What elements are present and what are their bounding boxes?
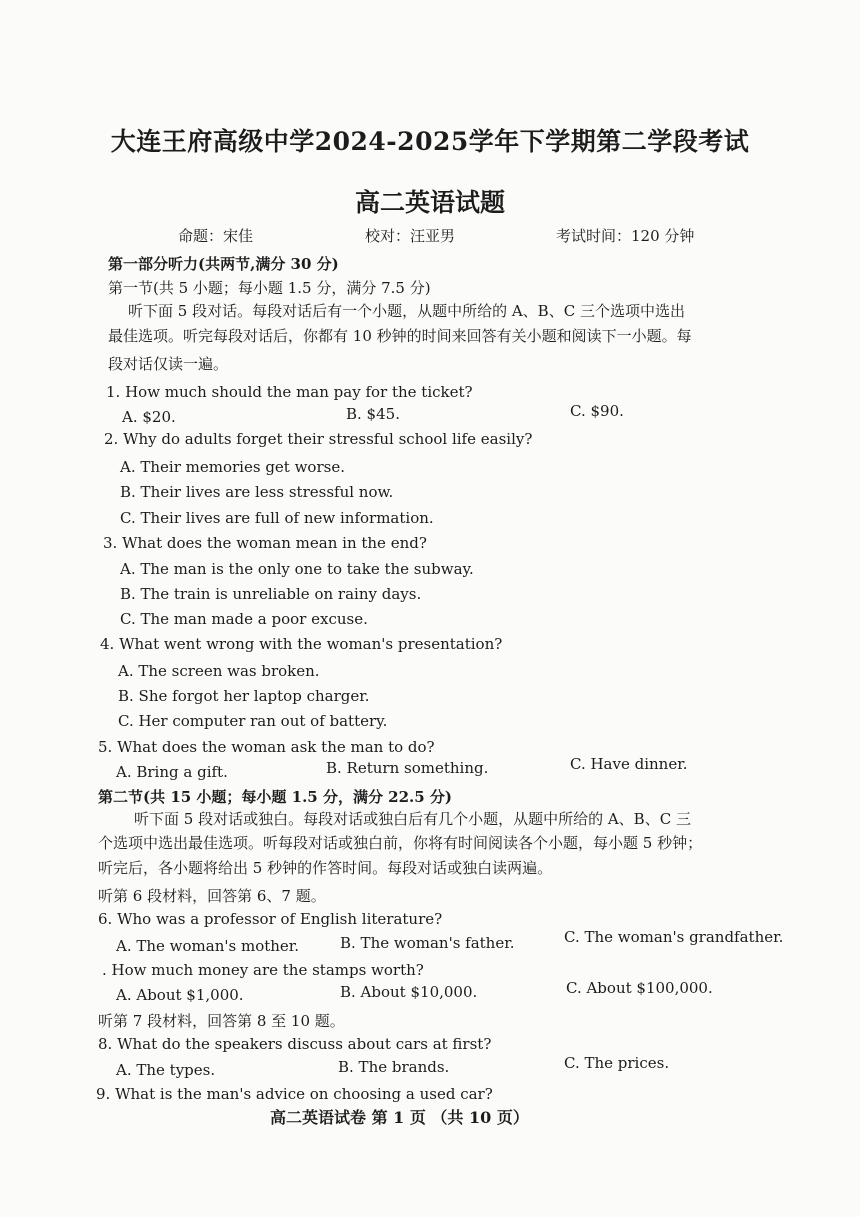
q6-option-a: A. The woman's mother.: [116, 937, 300, 955]
question-8: 8. What do the speakers discuss about cars at first?: [98, 1035, 492, 1053]
section1-instruction: 听下面 5 段对话。每段对话后有一个小题，从题中所给的 A、B、C 三个选项中选出: [128, 302, 685, 320]
q8-option-a: A. The types.: [116, 1061, 216, 1079]
question-7: . How much money are the stamps worth?: [102, 961, 424, 979]
section1-heading: 第一节(共 5 小题；每小题 1.5 分，满分 7.5 分): [108, 279, 431, 297]
q7-option-c: C. About $100,000.: [566, 979, 713, 997]
material-6-label: 听第 6 段材料，回答第 6、7 题。: [98, 887, 326, 905]
q4-option-c: C. Her computer ran out of battery.: [118, 712, 388, 730]
q4-option-a: A. The screen was broken.: [118, 662, 320, 680]
question-3: 3. What does the woman mean in the end?: [103, 534, 427, 552]
proofreader-label: 校对：汪亚男: [365, 227, 456, 245]
page-subtitle: 高二英语试题: [354, 188, 505, 217]
q7-option-a: A. About $1,000.: [116, 986, 244, 1004]
q3-option-a: A. The man is the only one to take the subway.: [120, 560, 474, 578]
q8-option-c: C. The prices.: [564, 1054, 670, 1072]
q5-option-a: A. Bring a gift.: [116, 763, 228, 781]
q3-option-c: C. The man made a poor excuse.: [120, 610, 368, 628]
q6-option-c: C. The woman's grandfather.: [564, 928, 784, 946]
section2-instruction: 听下面 5 段对话或独白。每段对话或独白后有几个小题，从题中所给的 A、B、C 三: [134, 810, 691, 828]
section1-instruction: 最佳选项。听完每段对话后，你都有 10 秒钟的时间来回答有关小题和阅读下一小题。每: [108, 327, 692, 345]
q6-option-b: B. The woman's father.: [340, 934, 515, 952]
question-5: 5. What does the woman ask the man to do?: [98, 738, 435, 756]
question-9: 9. What is the man's advice on choosing a used car?: [96, 1085, 493, 1103]
q2-option-c: C. Their lives are full of new information.: [120, 509, 434, 527]
section2-heading: 第二节(共 15 小题；每小题 1.5 分，满分 22.5 分): [98, 788, 453, 806]
q1-option-a: A. $20.: [122, 408, 176, 426]
part1-heading: 第一部分听力(共两节,满分 30 分): [108, 255, 339, 273]
q3-option-b: B. The train is unreliable on rainy days.: [120, 585, 422, 603]
question-2: 2. Why do adults forget their stressful school life easily?: [104, 430, 533, 448]
section2-instruction: 个选项中选出最佳选项。听每段对话或独白前，你将有时间阅读各个小题，每小题 5 秒钟；: [98, 834, 703, 852]
section1-instruction: 段对话仅读一遍。: [108, 355, 229, 373]
q7-option-b: B. About $10,000.: [340, 983, 478, 1001]
question-4: 4. What went wrong with the woman's presentation?: [100, 635, 503, 653]
author-label: 命题：宋佳: [178, 227, 254, 245]
q2-option-a: A. Their memories get worse.: [120, 458, 345, 476]
question-6: 6. Who was a professor of English literature?: [98, 910, 443, 928]
q8-option-b: B. The brands.: [338, 1058, 450, 1076]
q1-option-b: B. $45.: [346, 405, 400, 423]
section2-instruction: 听完后，各小题将给出 5 秒钟的作答时间。每段对话或独白读两遍。: [98, 859, 553, 877]
question-1: 1. How much should the man pay for the ticket?: [106, 383, 473, 401]
q4-option-b: B. She forgot her laptop charger.: [118, 687, 370, 705]
page-footer: 高二英语试卷 第 1 页 （共 10 页）: [270, 1108, 529, 1127]
material-7-label: 听第 7 段材料，回答第 8 至 10 题。: [98, 1012, 345, 1030]
q2-option-b: B. Their lives are less stressful now.: [120, 483, 394, 501]
exam-time-label: 考试时间：120 分钟: [556, 227, 695, 245]
q5-option-b: B. Return something.: [326, 759, 489, 777]
q5-option-c: C. Have dinner.: [570, 755, 688, 773]
page-title: 大连王府高级中学2024-2025学年下学期第二学段考试: [110, 127, 750, 156]
q1-option-c: C. $90.: [570, 402, 624, 420]
